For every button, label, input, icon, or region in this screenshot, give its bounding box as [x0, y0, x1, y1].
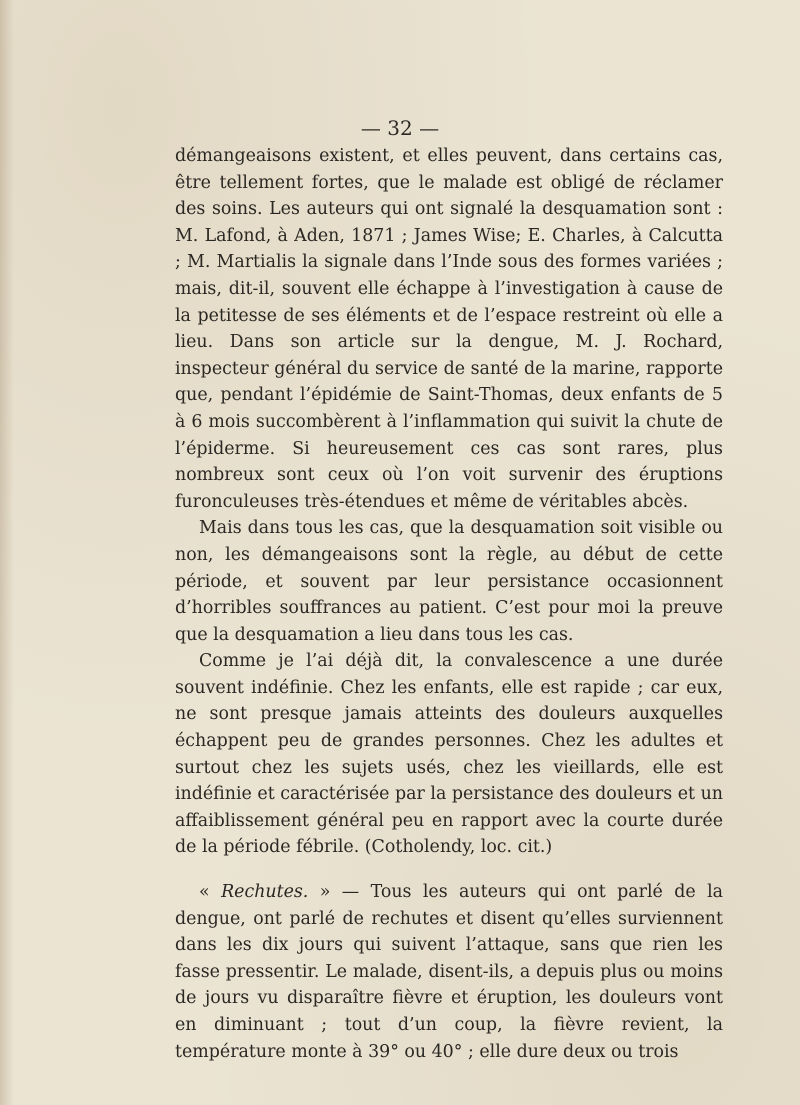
- paragraph-rechutes: [175, 879, 723, 1065]
- page-edge-shadow: [0, 0, 14, 1105]
- rechutes-body: Tous les auteurs qui ont parlé de la dengue, ont parlé de rechutes et disent qu’elles surviennent dans les dix jours qui suivent l’attaque, sans que rien les fasse pressentir. Le malade, disent-ils, a depuis plus ou moins de jours vu disparaître fièvre et éruption, les douleurs vont en diminuant ; tout d’un coup, la fièvre revient, la température monte à 39° ou 40° ; elle dure deux ou trois: [175, 882, 723, 1062]
- rechutes-heading: Rechutes.: [221, 882, 309, 903]
- page-number: [0, 116, 800, 140]
- paragraph-3: Comme je l’ai déjà dit, la convalescence a une durée souvent indéfinie. Chez les enfants, elle est rapide ; car eux, ne sont presque jamais atteints des douleurs auxquelles échappent peu de grandes personnes. Chez les adultes et surtout chez les sujets usés, chez les vieillards, elle est indéfinie et caractérisée par la persistance des douleurs et un affaiblissement général peu en rapport avec la courte durée de la période fébrile. (Cotholendy, loc. cit.): [175, 651, 723, 858]
- paragraph-2: Mais dans tous les cas, que la desquamation soit visible ou non, les démangeaisons sont la règle, au début de cette période, et souvent par leur persistance occasionnent d’horribles souffrances au patient. C’est pour moi la preuve que la desquamation a lieu dans tous les cas.: [175, 518, 723, 645]
- page-number-text: — 32 —: [360, 116, 440, 140]
- body-text: [175, 143, 723, 1065]
- paragraph-1: démangeaisons existent, et elles peuvent, dans certains cas, être tellement fortes, que le malade est obligé de réclamer des soins. Les auteurs qui ont signalé la desquamation sont : M. Lafond, à Aden, 1871 ; James Wise; E. Charles, à Calcutta ; M. Martialis la signale dans l’Inde sous des formes variées ; mais, dit-il, souvent elle échappe à l’investigation à cause de la petitesse de ses éléments et de l’espace restreint où elle a lieu. Dans son article sur la dengue, M. J. Rochard, inspecteur général du service de santé de la marine, rapporte que, pendant l’épidémie de Saint-Thomas, deux enfants de 5 à 6 mois succombèrent à l’inflammation qui suivit la chute de l’épiderme. Si heureusement ces cas sont rares, plus nombreux sont ceux où l’on voit survenir des éruptions furonculeuses très-étendues et même de véritables abcès.: [175, 146, 723, 512]
- rechutes-open-quote: «: [199, 882, 222, 903]
- rechutes-close-quote: » —: [308, 882, 371, 903]
